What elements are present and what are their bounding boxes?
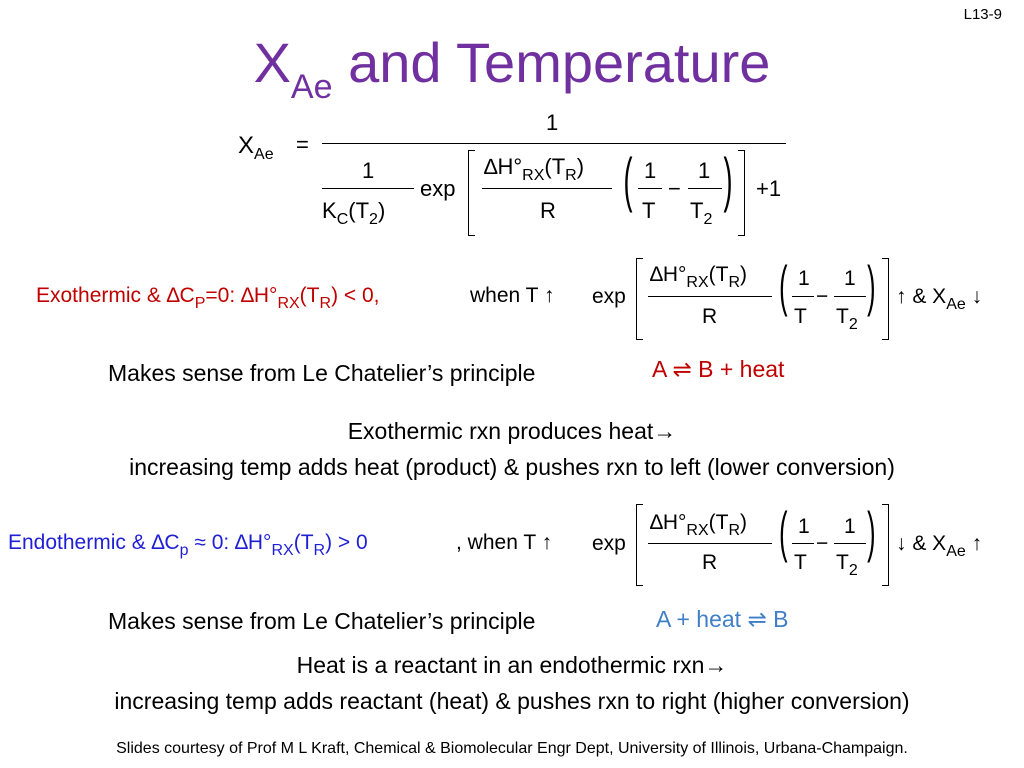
- eq-dh-fraction-line: [482, 188, 612, 189]
- eq-bracket-left: [468, 150, 475, 236]
- exo-when: when T ↑: [470, 284, 555, 307]
- endo-line1: Heat is a reactant in an endothermic rxn→: [296, 652, 728, 678]
- endo-when: , when T ↑: [456, 531, 553, 554]
- endo-exp: exp: [592, 532, 626, 555]
- exo-label: Exothermic & $\Delta C_P=0$: $\Delta H^\circ_{RX}(T_R) < 0$,: [36, 284, 380, 312]
- exo-le-chatelier: Makes sense from Le Chatelier’s principle: [108, 360, 536, 386]
- endo-f1n: 1: [798, 515, 810, 538]
- eq-den-one: 1: [362, 158, 375, 183]
- exo-minus: −: [816, 285, 829, 308]
- exo-bracket-right: [882, 258, 889, 340]
- eq-kc: $K_C(T_2)$: [322, 198, 386, 228]
- eq-paren-right: ): [723, 146, 733, 213]
- eq-bracket-right: [738, 150, 745, 236]
- exo-f2d: $T_2$: [836, 305, 858, 333]
- exo-exp: exp: [592, 285, 626, 308]
- exo-paren-left: (: [779, 254, 788, 317]
- eq-fb-den: $T_2$: [690, 198, 713, 228]
- endo-r: R: [702, 551, 718, 574]
- endo-dh-line: [648, 543, 772, 544]
- exo-r: R: [702, 305, 718, 328]
- endo-bracket-left: [636, 504, 643, 586]
- exo-f2-line: [834, 296, 866, 297]
- eq-lhs: $X_{Ae}$: [238, 132, 274, 163]
- exo-f1-line: [792, 296, 814, 297]
- eq-fa-line: [638, 188, 662, 189]
- exo-f2n: 1: [844, 267, 856, 290]
- eq-fb-num: 1: [698, 158, 711, 183]
- endo-minus: −: [816, 532, 829, 555]
- eq-fa-num: 1: [644, 158, 657, 183]
- exo-reaction: A ⇌ B + heat: [652, 356, 785, 382]
- eq-paren-left: (: [623, 146, 633, 213]
- slide-title: [0, 30, 1024, 107]
- eq-equals: =: [296, 132, 309, 157]
- slide-number: L13-9: [963, 6, 1002, 23]
- endo-reaction: A + heat ⇌ B: [656, 606, 789, 632]
- eq-numerator: 1: [546, 110, 559, 135]
- eq-plus-one: +1: [756, 176, 782, 201]
- title-sub: Ae: [290, 68, 333, 106]
- eq-r: R: [540, 198, 556, 223]
- exo-line1: Exothermic rxn produces heat→: [347, 418, 677, 444]
- eq-exp: exp: [420, 176, 456, 201]
- eq-main-fraction-line: [322, 143, 786, 144]
- exo-dh: $\Delta H^\circ_{RX}(T_R)$: [650, 263, 748, 291]
- endo-paren-right: ): [867, 500, 876, 563]
- endo-bracket-right: [882, 504, 889, 586]
- exo-f1d: T: [794, 305, 807, 328]
- exo-bracket-left: [636, 258, 643, 340]
- eq-dh: $\Delta H^\circ_{RX}(T_R)$: [484, 154, 585, 184]
- endo-result: ↓ & $X_{Ae}$ ↑: [896, 532, 983, 560]
- exo-dh-line: [648, 296, 772, 297]
- endo-dh: $\Delta H^\circ_{RX}(T_R)$: [650, 511, 748, 539]
- eq-fb-line: [688, 188, 722, 189]
- endo-f1-line: [792, 543, 814, 544]
- title-rest: and Temperature: [332, 31, 771, 94]
- eq-fa-den: T: [642, 198, 656, 223]
- endo-f2d: $T_2$: [836, 551, 858, 579]
- endo-paren-left: (: [779, 500, 788, 563]
- endo-label: Endothermic & $\Delta C_p \approx 0$: $\Delta H^\circ_{RX}(T_R) > 0$: [8, 531, 368, 559]
- exo-line2: increasing temp adds heat (product) & pushes rxn to left (lower conversion): [129, 454, 895, 480]
- endo-le-chatelier: Makes sense from Le Chatelier’s principle: [108, 608, 536, 634]
- title-main: X: [253, 31, 291, 94]
- exo-f1n: 1: [798, 267, 810, 290]
- exo-paren-right: ): [867, 254, 876, 317]
- exo-result: ↑ & $X_{Ae}$ ↓: [896, 285, 983, 313]
- endo-f1d: T: [794, 551, 807, 574]
- eq-minus: −: [668, 176, 681, 201]
- eq-kc-fraction-line: [322, 188, 414, 189]
- endo-line2: increasing temp adds reactant (heat) & pushes rxn to right (higher conversion): [114, 688, 910, 714]
- endo-f2-line: [834, 543, 866, 544]
- footer-credit: Slides courtesy of Prof M L Kraft, Chemical & Biomolecular Engr Dept, University of Illinois, Urbana-Champaign.: [116, 740, 908, 757]
- endo-f2n: 1: [844, 515, 856, 538]
